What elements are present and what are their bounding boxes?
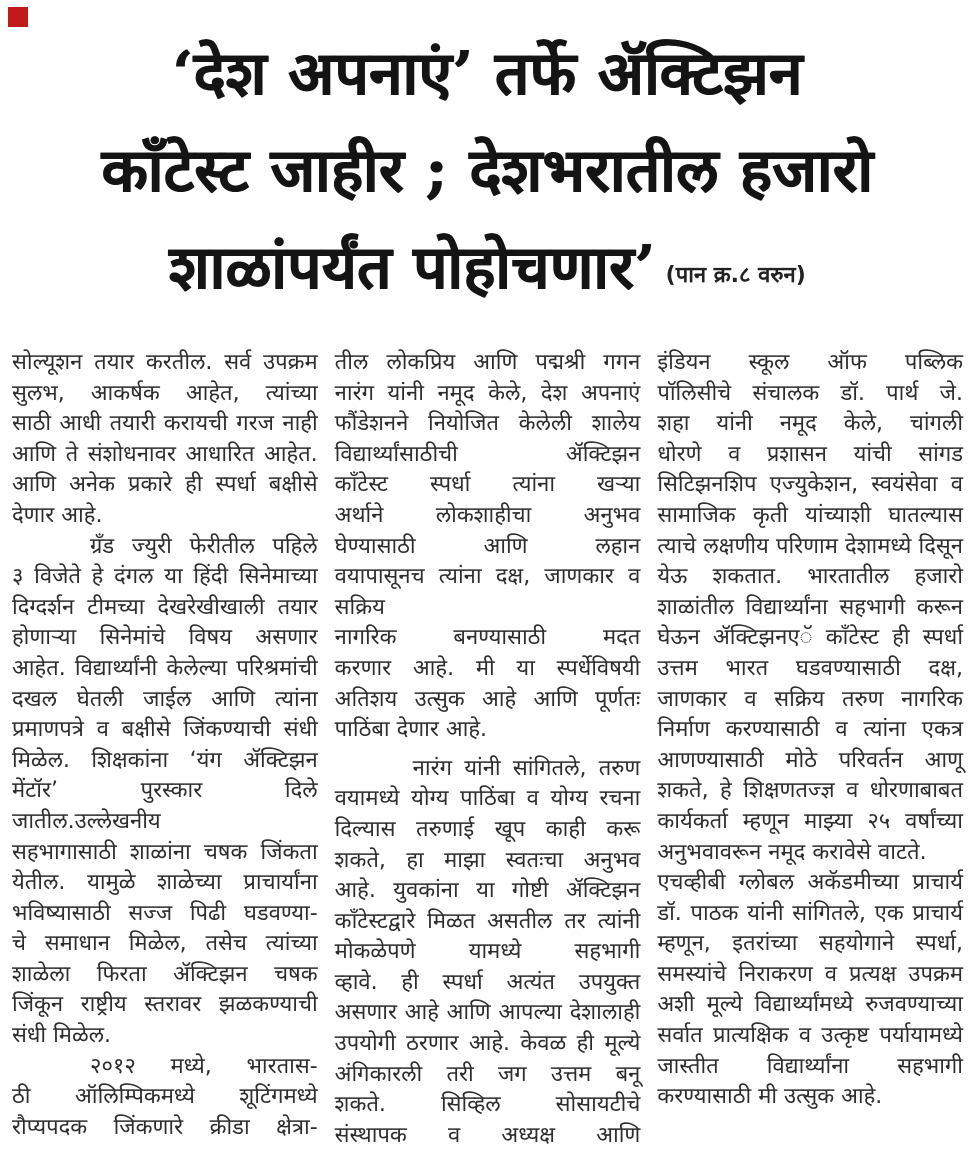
text-line: शकते, हे शिक्षणतज्ज्ञ व धोरणाबाबत xyxy=(657,778,964,804)
text-line: दखल घेतली जाईल आणि त्यांना xyxy=(12,686,318,712)
page-reference-note: (पान क्र.८ वरुन) xyxy=(665,263,806,288)
text-line: चे समाधान मिळेल, तसेच त्यांच्या xyxy=(12,931,318,957)
text-line: दिल्यास तरुणाई खूप काही करू xyxy=(334,816,641,842)
text-line: काँटेस्टद्वारे मिळत असतील तर त्यांनी xyxy=(334,908,641,934)
text-line: समस्यांचे निराकरण व प्रत्यक्ष उपक्रम xyxy=(657,961,964,987)
text-line: आणि ते संशोधनावर आधारित आहेत. xyxy=(12,441,318,467)
text-line: अर्थाने लोकशाहीचा अनुभव xyxy=(334,502,641,528)
headline-line-2: काँटेस्ट जाहीर ; देशभरातील हजारो xyxy=(101,136,874,206)
text-line: पाठिंबा देणार आहे. xyxy=(334,717,488,743)
text-line: अतिशय उत्सुक आहे आणि पूर्णतः xyxy=(334,686,641,712)
text-line: आहे. युवकांना या गोष्टी ॲक्टिझन xyxy=(334,878,641,904)
text-line: येतील. यामुळे शाळेच्या प्राचार्यांना xyxy=(12,870,318,896)
text-line: नागरिक बनण्यासाठी मदत xyxy=(334,625,641,651)
text-line: व्हावे. ही स्पर्धा अत्यंत उपयुक्त xyxy=(334,969,641,995)
text-line: शकते, हा माझा स्वतःचा अनुभव xyxy=(334,847,641,873)
text-line: ठी ऑलिम्पिकमध्ये शूटिंगमध्ये xyxy=(12,1084,318,1110)
text-line: कार्यकर्ता म्हणून माझ्या २५ वर्षांच्या xyxy=(657,808,964,834)
headline-line-3-text: शाळांपर्यंत पोहोचणार’ xyxy=(169,233,656,303)
text-line: ३ विजेते हे दंगल या हिंदी सिनेमाच्या xyxy=(12,564,318,590)
text-line: प्रमाणपत्रे व बक्षीसे जिंकण्याची संधी xyxy=(12,717,318,743)
text-line: सुलभ, आकर्षक आहेत, त्यांच्या xyxy=(12,380,318,406)
text-line: देणार आहे. xyxy=(12,502,103,528)
text-line: जास्तीत विद्यार्थ्यांना सहभागी xyxy=(657,1053,964,1079)
text-line: मेंटॉर’ पुरस्कार दिले जातील.उल्लेखनीय xyxy=(12,778,318,834)
text-line: नारंग यांनी नमूद केले, देश अपनाएं xyxy=(334,380,641,406)
text-line: संधी मिळेल. xyxy=(12,1023,112,1049)
text-line: आहेत. विद्यार्थ्यांनी केलेल्या परिश्रमांची xyxy=(12,655,318,681)
text-line: असणार आहे आणि आपल्या देशालाही xyxy=(334,1000,641,1026)
text-line: सिटिझनशिप एज्युकेशन, स्वयंसेवा व xyxy=(657,472,964,498)
text-line: करण्यासाठी मी उत्सुक आहे. xyxy=(657,1084,883,1110)
text-line: येऊ शकतात. भारतातील हजारो xyxy=(657,564,964,590)
text-line: जाणकार व सक्रिय तरुण नागरिक xyxy=(657,686,964,712)
headline xyxy=(0,0,975,324)
text-line: म्हणून, इतरांच्या सहयोगाने स्पर्धा, xyxy=(657,931,964,957)
text-line: शाळांतील विद्यार्थ्यांना सहभागी करून xyxy=(657,594,964,620)
text-line: पॉलिसीचे संचालक डॉ. पार्थ जे. xyxy=(657,380,964,406)
text-line: सामाजिक कृती यांच्याशी घातल्यास xyxy=(657,502,964,528)
text-line: तील लोकप्रिय आणि पद्मश्री गगन xyxy=(334,350,641,375)
text-line: जिंकून राष्ट्रीय स्तरावर झळकण्याची xyxy=(12,992,318,1018)
text-line: उपयोगी ठरणार आहे. केवळ ही मूल्ये xyxy=(334,1031,641,1057)
text-line: भविष्यासाठी सज्ज पिढी घडवण्या- xyxy=(12,900,318,926)
text-line: शाळेला फिरता ॲक्टिझन चषक xyxy=(12,961,318,987)
text-line: वयापासूनच त्यांना दक्ष, जाणकार व सक्रिय xyxy=(334,564,641,620)
text-line: दिग्दर्शन टीमच्या देखरेखीखाली तयार xyxy=(12,594,318,620)
headline-line-1: ‘देश अपनाएं’ तर्फे ॲक्टिझन xyxy=(172,39,803,109)
text-line: नारंग यांनी सांगितले, तरुण xyxy=(412,755,641,781)
text-line: घेऊन ॲक्टिझनएॅ काँटेस्ट ही स्पर्धा xyxy=(657,625,964,651)
text-line: मोकळेपणे यामध्ये सहभागी xyxy=(334,939,641,965)
article-column-1 xyxy=(12,348,318,1151)
text-line: मिळेल. शिक्षकांना ‘यंग ॲक्टिझन xyxy=(12,747,318,773)
text-line: होणाऱ्या सिनेमांचे विषय असणार xyxy=(12,625,318,651)
text-line: शकते. सिव्हिल सोसायटीचे xyxy=(334,1092,641,1118)
text-line: डॉ. पाठक यांनी सांगितले, एक प्राचार्य xyxy=(657,900,964,926)
article-body xyxy=(0,324,975,1151)
text-line: संस्थापक व अध्यक्ष आणि xyxy=(334,1122,641,1148)
text-line: काँटेस्ट स्पर्धा त्यांना खऱ्या xyxy=(334,472,641,498)
text-line: निर्माण करण्यासाठी व त्यांना एकत्र xyxy=(657,717,964,743)
text-line: इंडियन स्कूल ऑफ पब्लिक xyxy=(657,350,964,375)
text-line: घेण्यासाठी आणि लहान xyxy=(334,533,641,559)
text-line: साठी आधी तयारी करायची गरज नाही xyxy=(12,411,318,437)
text-line: सोल्यूशन तयार करतील. सर्व उपक्रम xyxy=(12,350,318,375)
headline-line-3 xyxy=(0,220,975,324)
text-line: धोरणे व प्रशासन यांची सांगड xyxy=(657,441,964,467)
text-line: २०१२ मध्ये, भारतास- xyxy=(90,1053,318,1079)
red-scan-mark xyxy=(8,7,28,27)
text-line: सर्वात प्रात्यक्षिक व उत्कृष्ट पर्यायामध्ये xyxy=(657,1023,964,1049)
text-line: आणण्यासाठी मोठे परिवर्तन आणू xyxy=(657,747,964,773)
text-line: विद्यार्थ्यांसाठीची ॲक्टिझन xyxy=(334,441,641,467)
text-line: ग्रँड ज्युरी फेरीतील पहिले xyxy=(90,533,318,559)
text-line: एचव्हीबी ग्लोबल अकॅडमीच्या प्राचार्य xyxy=(657,870,964,896)
text-line: अनुभवावरून नमूद करावेसे वाटते. xyxy=(657,839,927,865)
text-line: त्याचे लक्षणीय परिणाम देशामध्ये दिसून xyxy=(657,533,964,559)
text-line: उत्तम भारत घडवण्यासाठी दक्ष, xyxy=(657,655,964,681)
text-line: फौंडेशनने नियोजित केलेली शालेय xyxy=(334,411,641,437)
text-line: अशी मूल्ये विद्यार्थ्यांमध्ये रुजवण्याच्या xyxy=(657,992,964,1018)
text-line: शहा यांनी नमूद केले, चांगली xyxy=(657,411,964,437)
text-line: रौप्यपदक जिंकणारे क्रीडा क्षेत्रा- xyxy=(12,1114,318,1140)
text-line: आणि अनेक प्रकारे ही स्पर्धा बक्षीसे xyxy=(12,472,318,498)
text-line: करणार आहे. मी या स्पर्धेविषयी xyxy=(334,655,641,681)
text-line: सहभागासाठी शाळांना चषक जिंकता xyxy=(12,839,318,865)
text-line: अंगिकारली तरी जग उत्तम बनू xyxy=(334,1061,641,1087)
text-line: वयामध्ये योग्य पाठिंबा व योग्य रचना xyxy=(334,786,641,812)
article-column-3 xyxy=(657,348,963,1151)
article-column-2 xyxy=(335,348,641,1151)
